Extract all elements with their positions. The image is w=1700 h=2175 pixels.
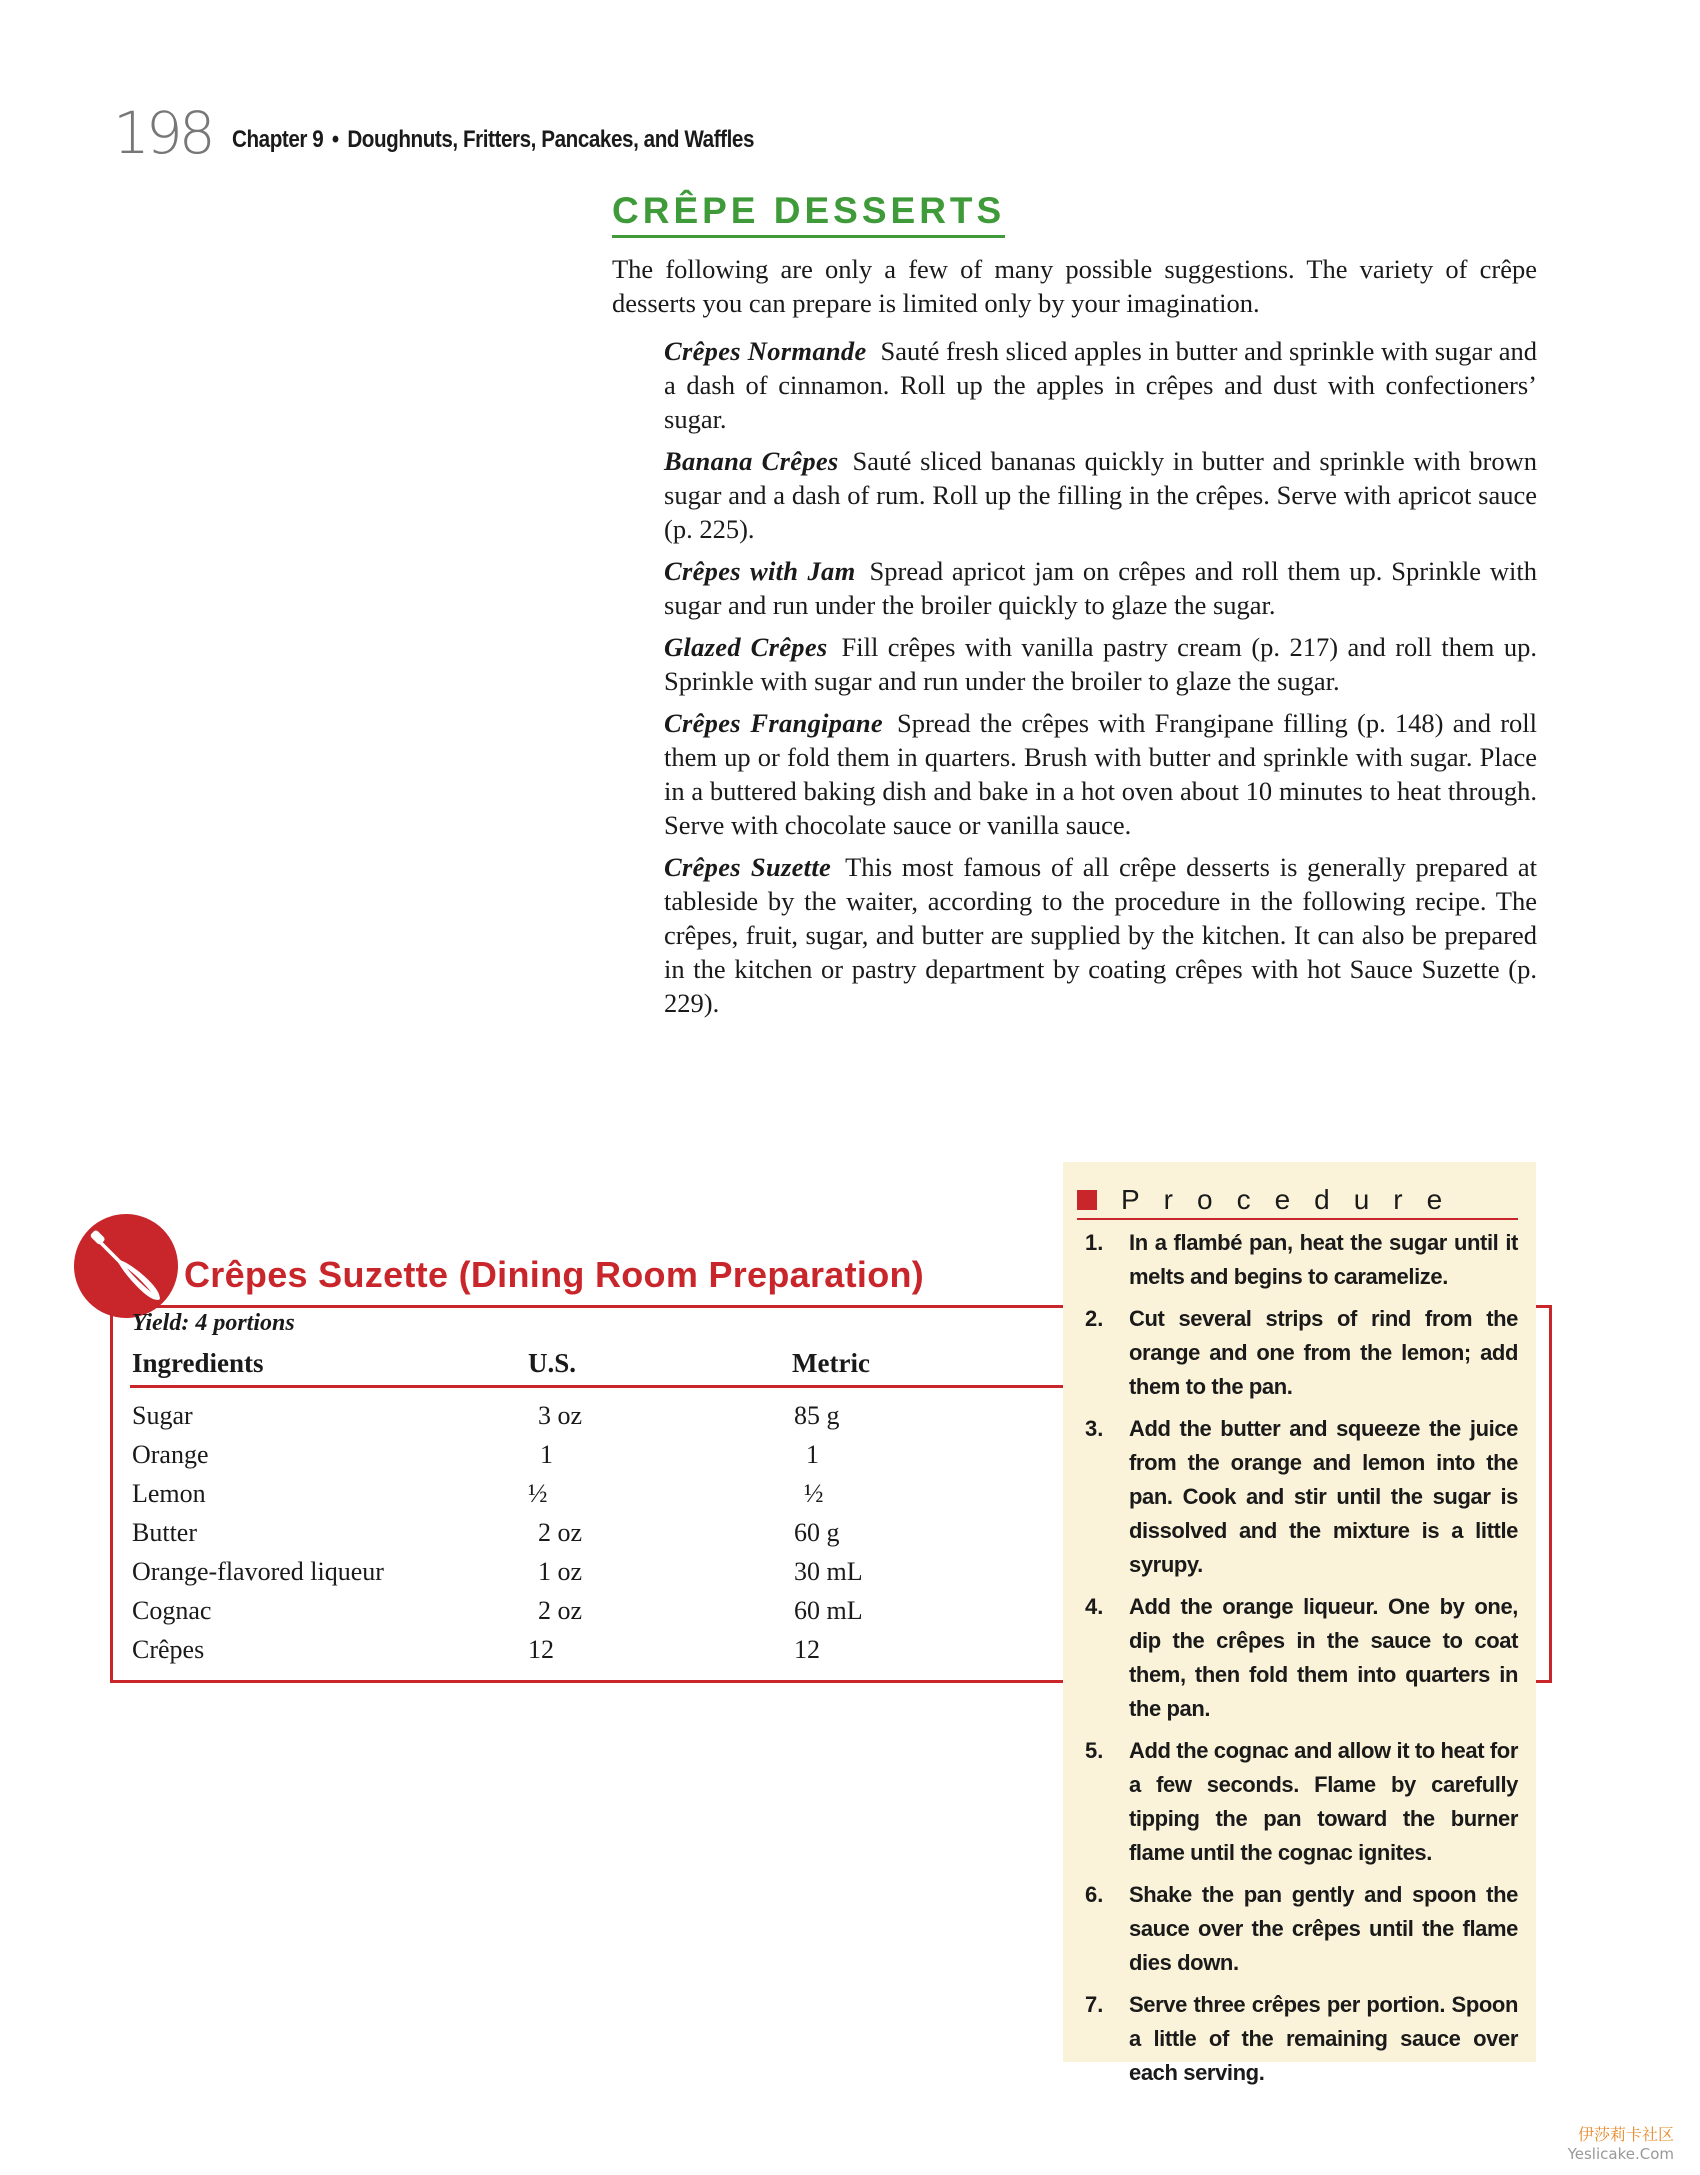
step-text: Cut several strips of rind from the orange and one from the lemon; add them to the pan. [1129,1306,1518,1399]
procedure-step [1085,1226,1518,1294]
ingredient-row [130,1630,1070,1669]
step-text: In a flambé pan, heat the sugar until it melts and begins to caramelize. [1129,1230,1518,1289]
ingredient-metric: 30 mL [794,1556,863,1586]
ingredient-row [130,1591,1070,1630]
step-number: 6. [1085,1882,1104,1907]
ingredient-us: 3 oz [538,1400,583,1430]
step-number: 7. [1085,1992,1104,2017]
procedure-panel [1063,1162,1536,2085]
dessert-item [664,706,1537,842]
dessert-list [664,334,1537,1020]
dessert-description: Fill crêpes with vanilla pastry cream (p. 217) and roll them up. Sprinkle with sugar and run under the broiler to glaze the sugar. [664,632,1537,696]
procedure-steps [1085,1226,1518,2090]
dessert-item [664,334,1537,436]
ingredient-row [130,1552,1070,1591]
ingredient-metric: ½ [804,1478,824,1508]
procedure-step [1085,1878,1518,1980]
ingredient-row [130,1435,1070,1474]
ingredient-row [130,1513,1070,1552]
ingredient-us: 2 oz [538,1595,583,1625]
dessert-description: This most famous of all crêpe desserts is generally prepared at tableside by the waiter, according to the procedure in the following recipe. The crêpes, fruit, sugar, and butter are supplied by the kitchen. It can also be prepared in the kitchen or pastry department by coating crêpes with hot Sauce Suzette (p. 229). [664,852,1538,1018]
column-header-us: U.S. [526,1348,790,1387]
dessert-term: Crêpes with Jam [664,556,856,586]
recipe-title: Crêpes Suzette (Dining Room Preparation) [184,1254,925,1295]
procedure-step [1085,1734,1518,1870]
ingredient-us: 2 oz [538,1517,583,1547]
dessert-term: Glazed Crêpes [664,632,828,662]
ingredients-table [130,1348,1070,1669]
step-number: 5. [1085,1738,1104,1763]
procedure-step [1085,1988,1518,2090]
step-text: Shake the pan gently and spoon the sauce over the crêpes until the flame dies down. [1129,1882,1518,1975]
ingredient-name: Sugar [132,1400,193,1430]
ingredient-metric: 85 g [794,1400,840,1430]
dessert-term: Banana Crêpes [664,446,839,476]
procedure-title: Procedure [1121,1184,1467,1215]
site-watermark [1568,2122,1674,2163]
step-text: Add the cognac and allow it to heat for a few seconds. Flame by carefully tipping the pan toward the burner flame until the cognac ignites. [1129,1738,1518,1865]
procedure-step [1085,1590,1518,1726]
watermark-chinese: 伊莎莉卡社区 [1577,2125,1674,2144]
whisk-icon [74,1214,178,1318]
ingredient-us: ½ [528,1478,548,1508]
ingredient-name: Cognac [132,1595,212,1625]
dessert-description: Sauté sliced bananas quickly in butter and sprinkle with brown sugar and a dash of rum. Roll up the filling in the crêpes. Serve with apricot sauce (p. 225). [664,446,1537,544]
dessert-term: Crêpes Normande [664,336,867,366]
chapter-title: Doughnuts, Fritters, Pancakes, and Waffles [347,126,754,153]
chapter-heading [232,126,754,154]
square-bullet-icon [1077,1190,1097,1210]
step-text: Add the orange liqueur. One by one, dip the crêpes in the sauce to coat them, then fold them into quarters in the pan. [1129,1594,1518,1721]
column-header-ingredients: Ingredients [130,1348,526,1387]
ingredient-name: Crêpes [132,1634,205,1664]
running-header [113,92,839,167]
ingredient-row [130,1387,1070,1436]
ingredient-name: Orange-flavored liqueur [132,1556,384,1586]
step-text: Serve three crêpes per portion. Spoon a little of the remaining sauce over each serving. [1129,1992,1518,2085]
ingredient-us: 1 oz [538,1556,583,1586]
section-intro: The following are only a few of many possible suggestions. The variety of crêpe desserts you can prepare is limited only by your imagination. [612,254,1537,318]
ingredient-name: Butter [132,1517,197,1547]
dessert-item [664,630,1537,698]
section-title: CRÊPE DESSERTS [612,190,1005,238]
procedure-step [1085,1412,1518,1582]
dessert-item [664,850,1537,1020]
ingredient-name: Lemon [132,1478,206,1508]
ingredient-name: Orange [132,1439,209,1469]
dessert-description: Spread apricot jam on crêpes and roll them up. Sprinkle with sugar and run under the broiler quickly to glaze the sugar. [664,556,1537,620]
ingredient-metric: 60 g [794,1517,840,1547]
ingredients-header-row [130,1348,1070,1387]
page-number: 198 [113,99,212,167]
ingredient-metric: 12 [794,1634,820,1664]
ingredient-metric: 1 [806,1439,819,1469]
chapter-label: Chapter 9 [231,126,324,153]
recipe-yield: Yield: 4 portions [132,1310,295,1336]
dessert-term: Crêpes Frangipane [664,708,883,738]
dessert-term: Crêpes Suzette [664,852,832,882]
step-number: 4. [1085,1594,1104,1619]
ingredient-metric: 60 mL [794,1595,863,1625]
procedure-step [1085,1302,1518,1404]
step-number: 2. [1085,1306,1104,1331]
step-text: Add the butter and squeeze the juice from the orange and lemon into the pan. Cook and stir until the sugar is dissolved and the mixture is a little syrupy. [1129,1416,1518,1577]
dessert-item [664,554,1537,622]
whisk-icon-graphic [74,1214,178,1318]
bullet-separator: • [331,126,339,153]
step-number: 3. [1085,1416,1104,1441]
dessert-item [664,444,1537,546]
watermark-url: Yeslicake.Com [1567,2145,1674,2163]
ingredient-us: 12 [528,1634,554,1664]
ingredient-row [130,1474,1070,1513]
crepe-desserts-section [612,190,1537,1028]
step-number: 1. [1085,1230,1104,1255]
column-header-metric: Metric [790,1348,1070,1387]
dessert-description: Sauté fresh sliced apples in butter and sprinkle with sugar and a dash of cinnamon. Roll up the apples in crêpes and dust with confectioners’ sugar. [664,336,1537,434]
ingredient-us: 1 [540,1439,553,1469]
procedure-heading [1077,1184,1518,1220]
dessert-description: Spread the crêpes with Frangipane filling (p. 148) and roll them up or fold them in quarters. Brush with butter and sprinkle with sugar. Place in a buttered baking dish and bake in a hot oven about 10 minutes to heat through. Serve with chocolate sauce or vanilla sauce. [664,708,1537,840]
